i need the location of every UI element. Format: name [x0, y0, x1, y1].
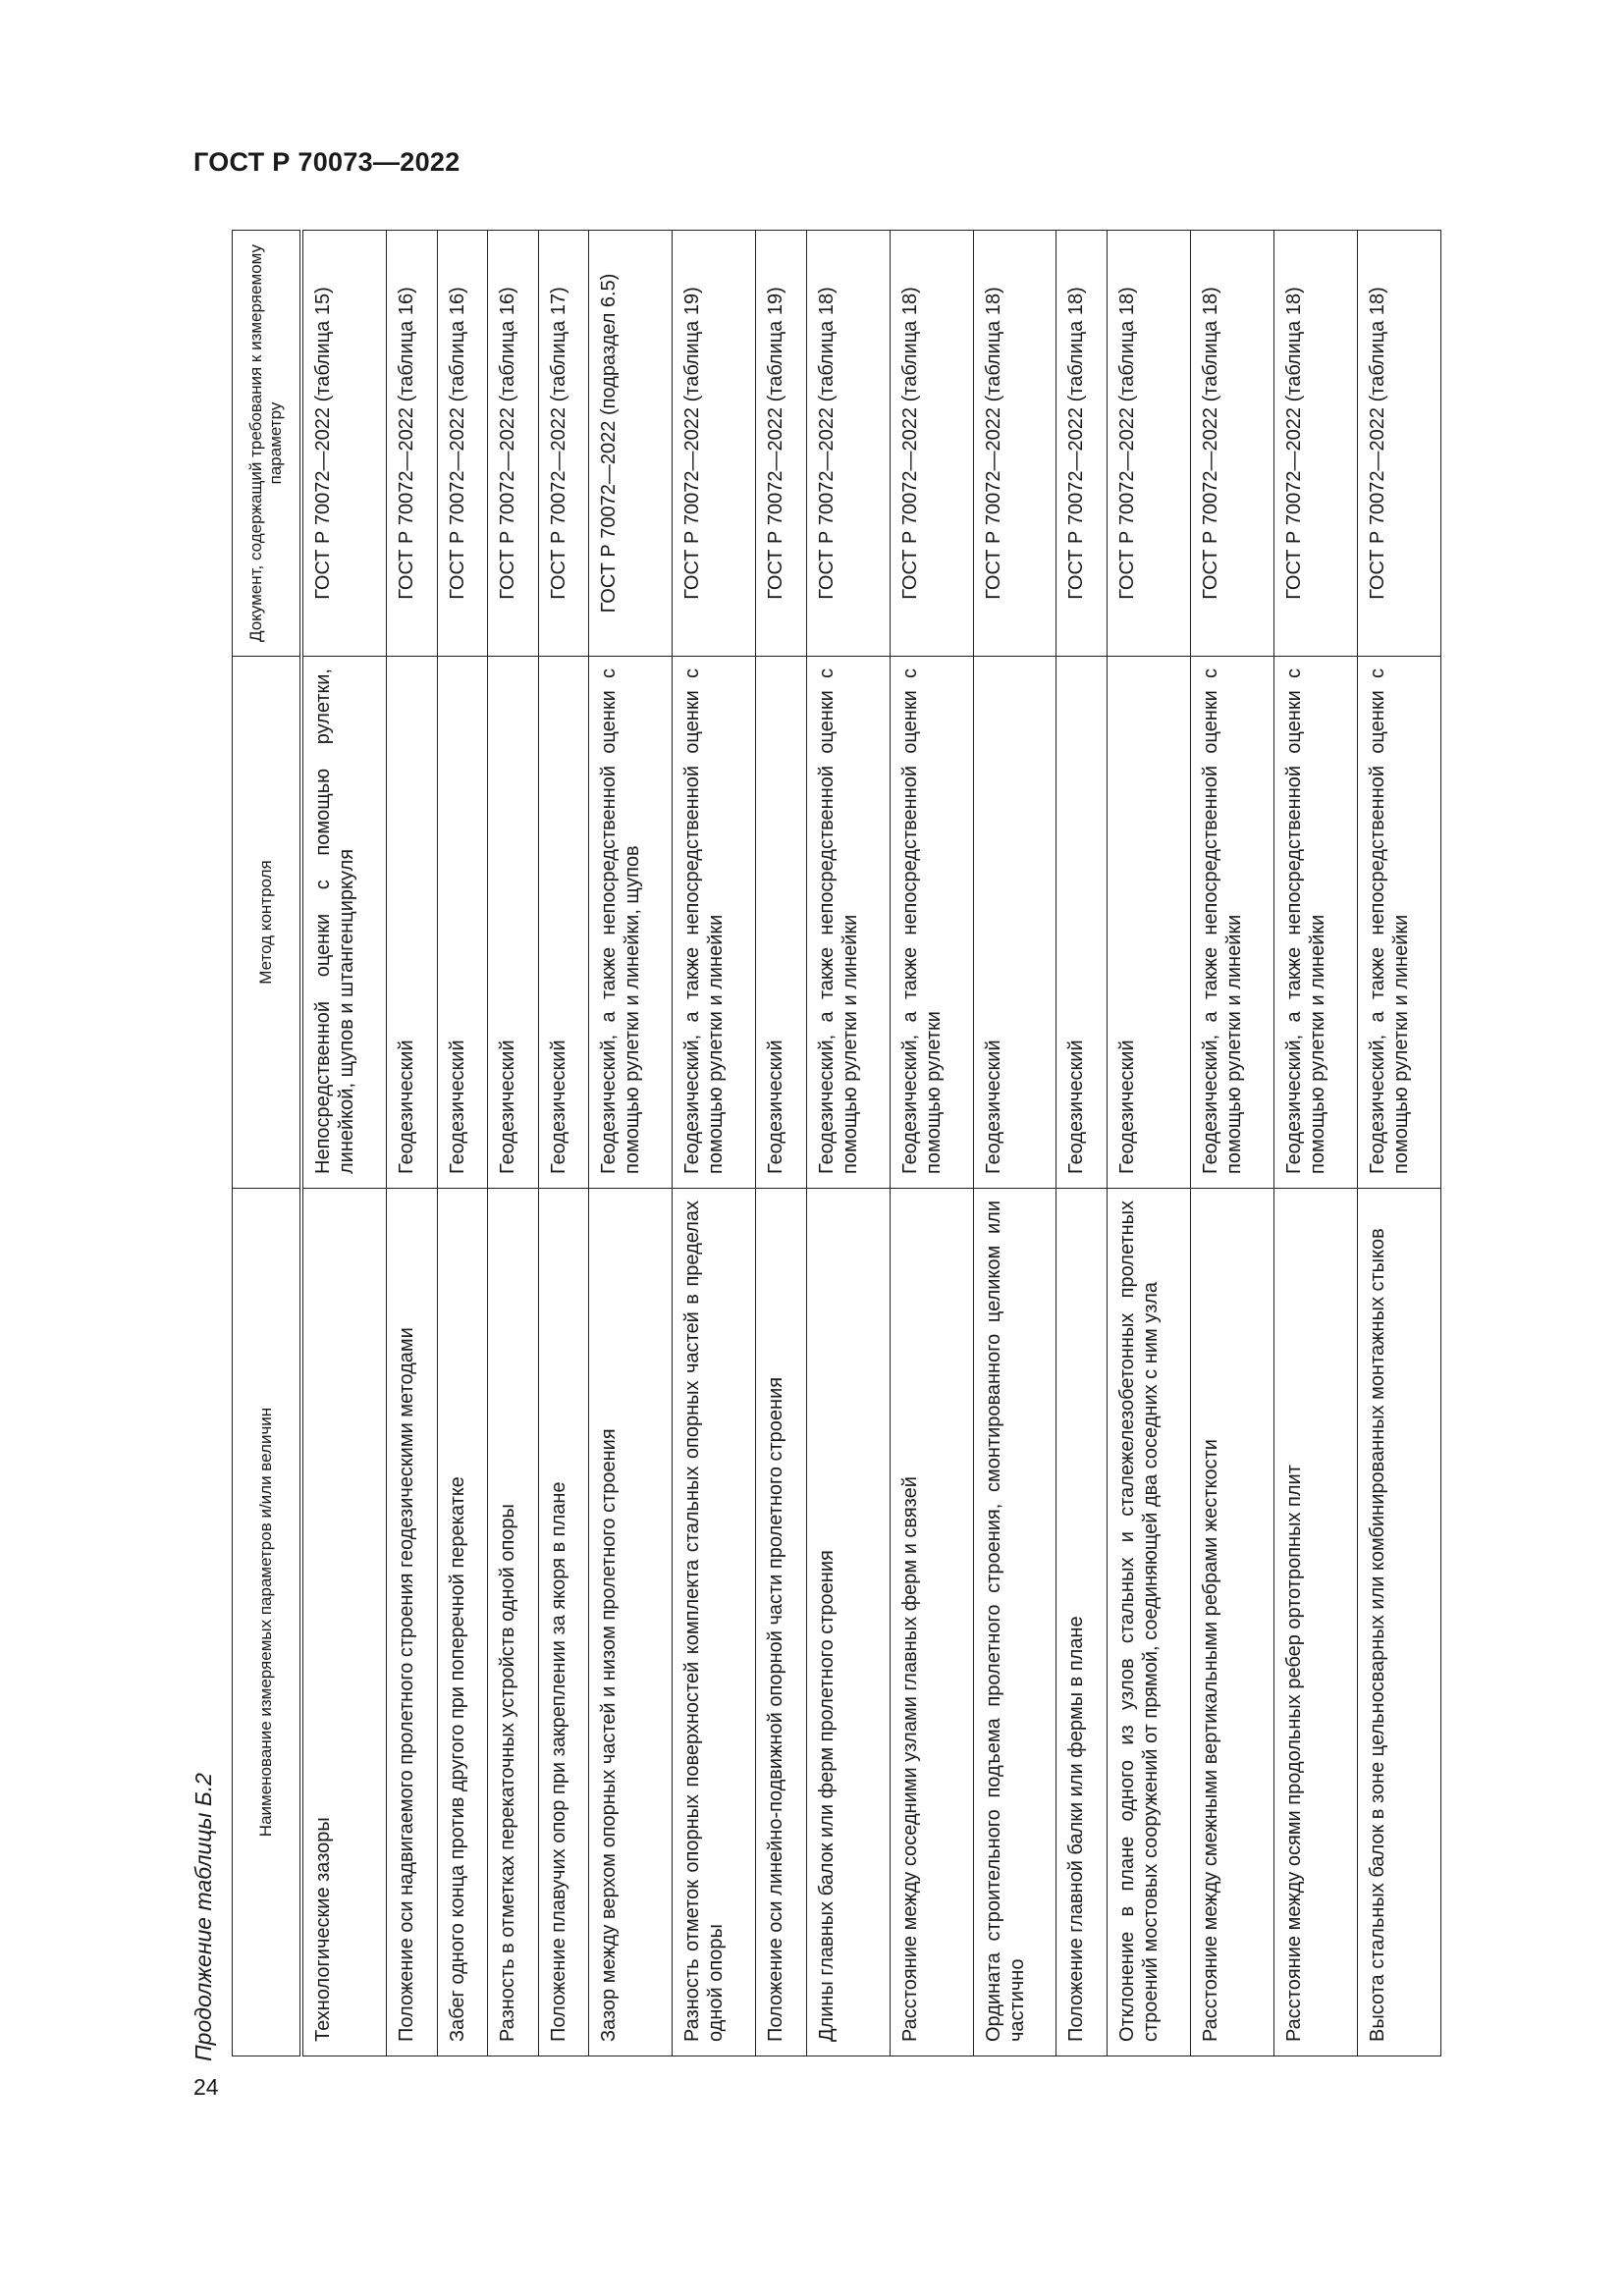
cell-param: Разность в отметках перекаточных устройств одной опоры — [488, 1189, 539, 2056]
cell-param: Положение оси линейно-подвижной опорной части пролетного строения — [756, 1189, 807, 2056]
cell-param: Положение главной балки или фермы в плане — [1056, 1189, 1108, 2056]
table-row — [1108, 231, 1191, 2056]
cell-method: Геодезический — [488, 657, 539, 1189]
cell-method: Геодезический, а также непосредственной оценки с помощью рулетки и линейки — [806, 657, 890, 1189]
cell-method: Геодезический — [1056, 657, 1108, 1189]
table-row — [973, 231, 1056, 2056]
cell-doc: ГОСТ Р 70072—2022 (таблица 18) — [1357, 231, 1440, 657]
table-row — [1056, 231, 1108, 2056]
table-row — [1357, 231, 1440, 2056]
cell-method: Геодезический — [1108, 657, 1191, 1189]
table-row — [1273, 231, 1357, 2056]
cell-method: Геодезический, а также непосредственной оценки с помощью рулетки и линейки — [1190, 657, 1273, 1189]
cell-doc: ГОСТ Р 70072—2022 (таблица 16) — [437, 231, 488, 657]
cell-param: Положение плавучих опор при закреплении за якоря в плане — [538, 1189, 589, 2056]
column-header-param: Наименование измеряемых параметров и/или величин — [233, 1189, 301, 2056]
cell-doc: ГОСТ Р 70072—2022 (таблица 19) — [673, 231, 756, 657]
cell-param: Длины главных балок или ферм пролетного строения — [806, 1189, 890, 2056]
cell-param: Расстояние между смежными вертикальными ребрами жесткости — [1190, 1189, 1273, 2056]
cell-method: Геодезический, а также непосредственной оценки с помощью рулетки и линейки — [1357, 657, 1440, 1189]
cell-doc: ГОСТ Р 70072—2022 (таблица 18) — [1108, 231, 1191, 657]
cell-method: Геодезический, а также непосредственной оценки с помощью рулетки и линейки — [1273, 657, 1357, 1189]
table-row — [890, 231, 973, 2056]
table-caption: Продолжение таблицы Б.2 — [190, 1773, 216, 2061]
cell-doc: ГОСТ Р 70072—2022 (таблица 16) — [488, 231, 539, 657]
cell-doc: ГОСТ Р 70072—2022 (подраздел 6.5) — [589, 231, 673, 657]
cell-method: Геодезический — [756, 657, 807, 1189]
cell-param: Отклонение в плане одного из узлов стальных и сталежелезобетонных пролетных строений мостовых сооружений от прямой, соединяющей два соседних с ним узла — [1108, 1189, 1191, 2056]
cell-doc: ГОСТ Р 70072—2022 (таблица 18) — [1273, 231, 1357, 657]
table-row — [806, 231, 890, 2056]
table-row — [488, 231, 539, 2056]
column-header-method: Метод контроля — [233, 657, 301, 1189]
cell-param: Забег одного конца против другого при поперечной перекатке — [437, 1189, 488, 2056]
cell-param: Высота стальных балок в зоне цельносварных или комбинированных монтажных стыков — [1357, 1189, 1440, 2056]
cell-param: Положение оси надвигаемого пролетного строения геодезическими методами — [387, 1189, 438, 2056]
cell-param: Разность отметок опорных поверхностей комплекта стальных опорных частей в пределах одной опоры — [673, 1189, 756, 2056]
cell-method: Геодезический — [973, 657, 1056, 1189]
cell-param: Зазор между верхом опорных частей и низом пролетного строения — [589, 1189, 673, 2056]
cell-method: Геодезический, а также непосредственной оценки с помощью рулетки — [890, 657, 973, 1189]
column-header-doc: Документ, содержащий требования к измеряемому параметру — [233, 231, 301, 657]
table-header-row — [233, 231, 301, 2056]
cell-method: Геодезический — [437, 657, 488, 1189]
cell-doc: ГОСТ Р 70072—2022 (таблица 18) — [806, 231, 890, 657]
cell-doc: ГОСТ Р 70072—2022 (таблица 16) — [387, 231, 438, 657]
cell-doc: ГОСТ Р 70072—2022 (таблица 18) — [890, 231, 973, 657]
cell-doc: ГОСТ Р 70072—2022 (таблица 19) — [756, 231, 807, 657]
cell-param: Ордината строительного подъема пролетного строения, смонтированного целиком или частично — [973, 1189, 1056, 2056]
cell-doc: ГОСТ Р 70072—2022 (таблица 17) — [538, 231, 589, 657]
cell-doc: ГОСТ Р 70072—2022 (таблица 18) — [1190, 231, 1273, 657]
cell-doc: ГОСТ Р 70072—2022 (таблица 18) — [1056, 231, 1108, 657]
cell-param: Расстояние между осями продольных ребер ортотропных плит — [1273, 1189, 1357, 2056]
table-row — [756, 231, 807, 2056]
table-row — [538, 231, 589, 2056]
cell-doc: ГОСТ Р 70072—2022 (таблица 15) — [301, 231, 387, 657]
cell-method: Геодезический, а также непосредственной оценки с помощью рулетки и линейки — [673, 657, 756, 1189]
cell-method: Геодезический — [387, 657, 438, 1189]
measurement-table — [232, 230, 1441, 2056]
table-row — [437, 231, 488, 2056]
cell-method: Геодезический, а также непосредственной оценки с помощью рулетки и линейки, щупов — [589, 657, 673, 1189]
cell-doc: ГОСТ Р 70072—2022 (таблица 18) — [973, 231, 1056, 657]
table-row — [1190, 231, 1273, 2056]
cell-param: Расстояние между соседними узлами главных ферм и связей — [890, 1189, 973, 2056]
cell-param: Технологические зазоры — [301, 1189, 387, 2056]
cell-method: Непосредственной оценки с помощью рулетки, линейкой, щупов и штангенциркуля — [301, 657, 387, 1189]
document-code: ГОСТ Р 70073—2022 — [193, 147, 460, 177]
cell-method: Геодезический — [538, 657, 589, 1189]
table-container — [232, 231, 1441, 2056]
table-row — [589, 231, 673, 2056]
table-row — [673, 231, 756, 2056]
page-number: 24 — [193, 2074, 219, 2100]
table-row — [301, 231, 387, 2056]
table-row — [387, 231, 438, 2056]
